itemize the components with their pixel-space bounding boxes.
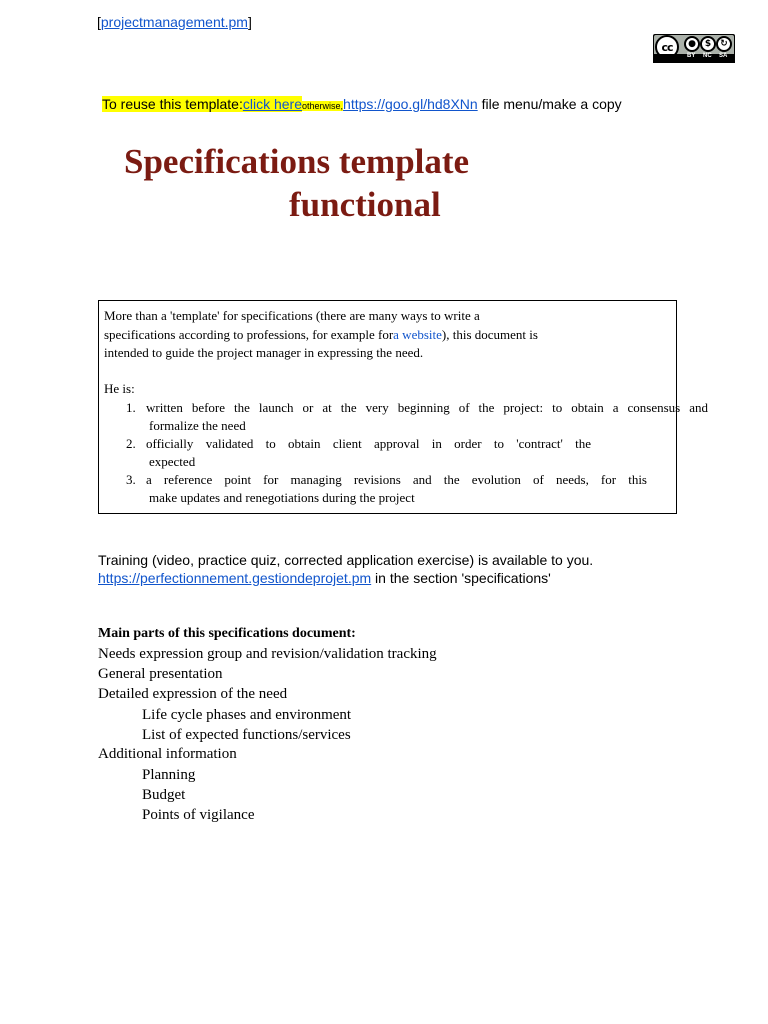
nc-dollar-icon: $ [700,36,716,52]
by-label: BY [687,53,696,59]
training-suffix: in the section 'specifications' [371,570,551,586]
list-item-3-number: 3. [126,472,136,487]
list-item-2-line-a: officially validated to obtain client approval in order to 'contract' the [146,436,591,451]
goo-gl-link[interactable]: https://goo.gl/hd8XNn [343,96,478,112]
cc-icon-text: cc [661,40,673,54]
sa-label: SA [719,53,728,59]
outline-subitem-2: List of expected functions/services [142,727,351,743]
intro-line-1: More than a 'template' for specifications (there are many ways to write a [104,308,480,323]
training-text: Training (video, practice quiz, corrected application exercise) is available to you. [98,552,594,568]
bracket-close: ] [247,14,252,30]
he-is-label: He is: [104,381,135,396]
list-item-3-line-b: make updates and renegotiations during the project [149,490,415,505]
outline-item-2: General presentation [98,666,223,682]
page-title-line-1: Specifications template [124,142,470,181]
outline-subitem-5: Points of vigilance [142,807,255,823]
reuse-suffix: file menu/make a copy [477,96,622,112]
otherwise-text: otherwise, [302,101,344,111]
outline-heading: Main parts of this specifications document: [98,626,356,641]
by-person-icon: ● [684,36,700,52]
website-link[interactable]: a website [393,327,442,342]
intro-line-3: intended to guide the project manager in expressing the need. [104,345,424,360]
nc-label: NC [703,53,712,59]
cc-badge-strip [653,54,735,63]
perfectionnement-link[interactable]: https://perfectionnement.gestiondeprojet.pm [98,570,372,586]
click-here-link[interactable]: click here [242,96,302,112]
intro-line-2 [104,327,538,343]
outline-subitem-1: Life cycle phases and environment [142,707,352,723]
list-item-1-line-b: formalize the need [149,418,246,433]
list-item-2-line-b: expected [149,454,196,469]
bracket-open: [ [97,14,101,30]
outline-subitem-4: Budget [142,787,186,803]
intro-line-2-post: ), this document is [441,327,538,342]
outline-item-1: Needs expression group and revision/validation tracking [98,646,437,662]
reuse-prefix: To reuse this template: [102,96,243,112]
list-item-1-line-a: written before the launch or at the very beginning of the project: to obtain a consensus and [146,400,708,415]
intro-box [98,300,708,514]
training-link-line [98,570,551,586]
header-link-line [97,14,252,30]
sa-share-icon: ↻ [716,36,732,52]
list-item-1-number: 1. [126,400,136,415]
outline-subitem-3: Planning [142,767,196,783]
list-item-3-line-a: a reference point for managing revisions and the evolution of needs, for this [146,472,647,487]
page-title-line-2: functional [289,185,441,224]
outline-item-4: Additional information [98,746,237,762]
projectmanagement-link[interactable]: projectmanagement.pm [100,14,248,30]
reuse-instructions [102,96,622,112]
intro-line-2-pre: specifications according to professions, for example for [104,327,394,342]
list-item-2-number: 2. [126,436,136,451]
cc-license-badge[interactable] [653,34,735,63]
outline-item-3: Detailed expression of the need [98,686,288,702]
